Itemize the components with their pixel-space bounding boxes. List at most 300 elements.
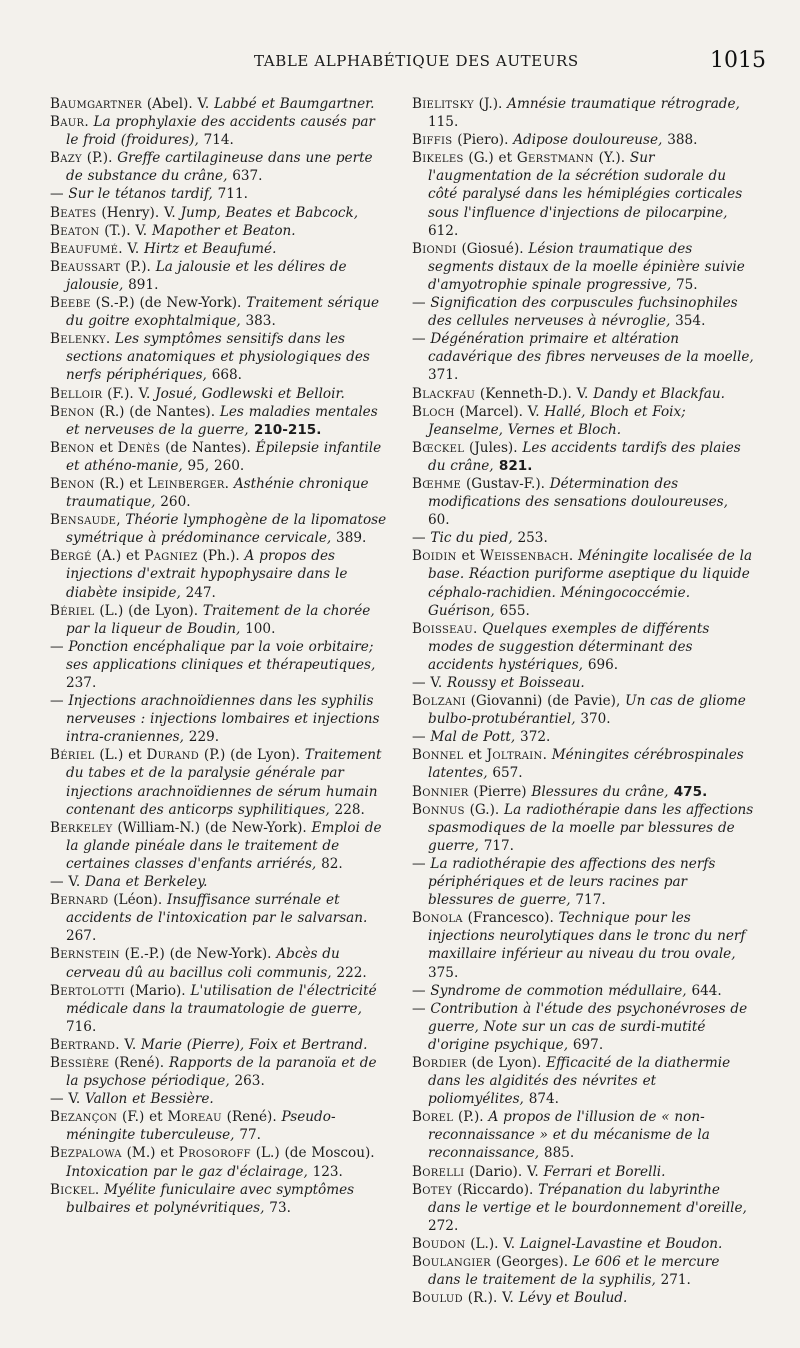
- entry-text: (S.-P.) (de New-York).: [90, 295, 247, 312]
- entry-text: (J.).: [473, 96, 508, 112]
- entry-text: . V.: [118, 240, 144, 257]
- work-title: Dana et Berkeley.: [85, 874, 208, 891]
- index-entry: [412, 909, 754, 981]
- entry-text: .: [568, 548, 579, 565]
- page-reference: 77.: [234, 1127, 261, 1144]
- author-name: Pagniez: [144, 548, 198, 565]
- work-title: Sur l'augmentation de la sécrétion sudorale du côté paralysé dans les hémiplégies corticales sous l'influence d'injections de pilocarpine,: [428, 150, 743, 221]
- page-reference: 637.: [227, 168, 263, 185]
- page-reference: 115.: [428, 114, 459, 131]
- work-title: Méningites cérébrospinales latentes,: [428, 747, 744, 782]
- index-entry: [412, 674, 754, 692]
- index-entry: [412, 149, 754, 239]
- author-name: Weissenbach: [479, 548, 569, 565]
- index-entry: [50, 511, 390, 547]
- work-title: Tic du pied,: [430, 530, 513, 547]
- author-name: Bonola: [412, 910, 463, 927]
- work-title: Dandy et Blackfau.: [593, 385, 725, 402]
- index-entry: [412, 801, 754, 855]
- work-title: Greffe cartilagineuse dans une perte de substance du crâne,: [66, 150, 373, 185]
- author-name: Bezançon: [50, 1109, 118, 1126]
- author-name: Durand: [146, 747, 200, 764]
- entry-text: (Giovanni) (de Pavie),: [465, 693, 626, 710]
- work-title: Blessures du crâne,: [531, 783, 669, 800]
- author-name: Bordier: [412, 1054, 467, 1071]
- entry-text: (Piero).: [452, 132, 514, 149]
- page-reference: 123.: [307, 1163, 343, 1180]
- page-reference: 371.: [428, 367, 459, 384]
- author-name: Gerstmann: [516, 150, 594, 167]
- page-reference: 389.: [331, 530, 367, 547]
- index-entry: [50, 1054, 390, 1090]
- index-entry: [50, 1036, 390, 1054]
- entry-text: (de Nantes).: [160, 439, 256, 456]
- work-title: Traitement du tabes et de la paralysie générale par injections arachnoïdiennes de sérum humain contenant des anticorps syphilitiques,: [66, 747, 382, 818]
- page-reference: 263.: [229, 1073, 265, 1090]
- index-entry: [50, 294, 390, 330]
- author-name: Benon: [50, 439, 95, 456]
- index-entry: [50, 1108, 390, 1144]
- entry-text: — V.: [412, 675, 447, 691]
- page-reference: 475.: [668, 783, 708, 800]
- author-name: Bickel: [50, 1181, 95, 1198]
- work-title: Ponction encéphalique par la voie orbitaire; ses applications cliniques et thérapeutiques,: [66, 638, 376, 673]
- author-name: Bessière: [50, 1054, 110, 1071]
- index-entry: [50, 746, 390, 818]
- page-reference: 697.: [568, 1036, 604, 1053]
- work-title: Dégénération primaire et altération cadavérique des fibres nerveuses de la moelle,: [428, 331, 754, 366]
- work-title: Traitement sérique du goitre exophtalmique,: [66, 295, 380, 330]
- author-name: Blackfau: [412, 385, 476, 402]
- entry-text: (Kenneth-D.). V.: [475, 385, 594, 402]
- index-entry: [50, 439, 390, 475]
- work-title: Les maladies mentales et nerveuses de la guerre,: [66, 403, 378, 438]
- entry-text: — V.: [50, 1091, 85, 1108]
- author-name: Bœhme: [412, 475, 462, 492]
- entry-text: (Mario).: [124, 982, 191, 999]
- work-title: Marie (Pierre), Foix et Bertrand.: [140, 1036, 368, 1053]
- index-entry: [412, 1235, 754, 1253]
- page-reference: 716.: [66, 1018, 97, 1035]
- page-reference: 228.: [329, 801, 365, 818]
- index-entry: [50, 475, 390, 511]
- author-name: Boulud: [412, 1290, 463, 1307]
- index-entry: [50, 385, 390, 403]
- work-title: Asthénie chronique traumatique,: [66, 475, 369, 511]
- entry-text: (F.). V.: [102, 385, 156, 402]
- work-title: Pseudo-méningite tuberculeuse,: [66, 1109, 336, 1144]
- work-title: Quelques exemples de différents modes de suggestion déterminant des accidents hystériques,: [428, 620, 710, 673]
- index-entry: [50, 982, 390, 1036]
- author-name: Prosoroff: [178, 1145, 251, 1162]
- index-entry: [412, 475, 754, 529]
- index-entry: [50, 1181, 390, 1217]
- entry-text: (P.).: [453, 1109, 489, 1126]
- index-entry: [412, 385, 754, 403]
- work-title: Le 606 et le mercure dans le traitement de la syphilis,: [428, 1254, 720, 1289]
- page-reference: 354.: [670, 313, 706, 330]
- index-entry: [412, 692, 754, 728]
- work-title: A propos des injections d'extrait hypophysaire dans le diabète insipide,: [66, 548, 348, 601]
- index-entry: [412, 529, 754, 547]
- index-entry: [50, 945, 390, 981]
- author-name: Bergé: [50, 548, 92, 565]
- index-entry: [50, 873, 390, 891]
- page-reference: 260.: [155, 494, 191, 511]
- entry-text: .: [224, 475, 234, 492]
- author-name: Beates: [50, 204, 97, 221]
- entry-text: (G.) et: [463, 150, 517, 167]
- index-entry: [412, 1253, 754, 1289]
- author-name: Botey: [412, 1181, 453, 1198]
- work-title: Lévy et Boulud.: [518, 1290, 628, 1307]
- page-reference: 644.: [686, 982, 722, 999]
- entry-text: (L.) (de Lyon).: [94, 602, 203, 619]
- author-name: Boisseau: [412, 620, 474, 637]
- author-name: Boidin: [412, 548, 457, 565]
- index-entry: [412, 1289, 754, 1307]
- work-title: Théorie lymphogène de la lipomatose symétrique à prédominance cervicale,: [66, 512, 387, 547]
- page-reference: 253.: [512, 530, 548, 547]
- page-number: 1015: [710, 48, 766, 73]
- page-reference: 272.: [428, 1217, 459, 1234]
- index-entry: [50, 403, 390, 439]
- index-entry: [412, 728, 754, 746]
- work-title: Sur le tétanos tardif,: [68, 186, 213, 203]
- entry-text: (William-N.) (de New-York).: [112, 819, 312, 836]
- work-title: La jalousie et les délires de jalousie,: [66, 258, 347, 293]
- author-name: Beaton: [50, 222, 100, 239]
- entry-text: (Y.).: [593, 150, 630, 167]
- entry-text: —: [50, 638, 69, 655]
- author-name: Denès: [117, 439, 161, 456]
- author-name: Benon: [50, 403, 95, 420]
- author-name: Berkeley: [50, 819, 113, 836]
- entry-text: —: [412, 1000, 431, 1017]
- index-entry: [412, 746, 754, 782]
- page-reference: 222.: [331, 964, 367, 981]
- author-name: Leinberger: [147, 475, 225, 492]
- work-title: Signification des corpuscules fuchsinophiles des cellules nerveuses à névroglie,: [428, 295, 738, 330]
- entry-text: (E.-P.) (de New-York).: [119, 946, 277, 963]
- work-title: Les accidents tardifs des plaies du crâne,: [428, 439, 741, 474]
- work-title: Insuffisance surrénale et accidents de l'intoxication par le salvarsan.: [66, 892, 368, 927]
- page-reference: 271.: [655, 1272, 691, 1289]
- page-reference: 383.: [240, 313, 276, 330]
- index-entry: [412, 783, 754, 801]
- work-title: Les symptômes sensitifs dans les sections anatomiques et physiologiques des nerfs périphériques,: [66, 331, 370, 384]
- page-reference: 229.: [183, 729, 220, 746]
- entry-text: .: [473, 620, 483, 637]
- entry-text: (Jules).: [464, 439, 523, 456]
- entry-text: —: [412, 729, 431, 746]
- entry-text: —: [412, 295, 431, 312]
- entry-text: et: [463, 747, 487, 764]
- work-title: Roussy et Boisseau.: [447, 675, 585, 691]
- work-title: Hirtz et Beaufumé.: [143, 240, 277, 257]
- entry-text: et: [94, 439, 118, 456]
- author-name: Bielitsky: [412, 96, 474, 112]
- work-title: Épilepsie infantile et athéno-manie,: [66, 439, 382, 474]
- page-reference: 891.: [123, 276, 159, 293]
- entry-text: (Henry). V.: [96, 204, 181, 221]
- work-title: Syndrome de commotion médullaire,: [430, 982, 687, 999]
- index-entry: [50, 819, 390, 873]
- page-reference: 75.: [671, 276, 698, 293]
- left-column: [50, 95, 390, 1217]
- work-title: Amnésie traumatique rétrograde,: [507, 96, 740, 112]
- index-entry: [412, 95, 754, 131]
- work-title: Emploi de la glande pinéale dans le traitement de certaines classes d'enfants arriérés,: [66, 819, 382, 872]
- author-name: Bonnus: [412, 801, 465, 818]
- entry-text: —: [50, 693, 69, 710]
- page-reference: 657.: [487, 765, 523, 782]
- index-entry: [412, 1163, 754, 1181]
- author-name: Biondi: [412, 240, 457, 257]
- entry-text: (R.). V.: [462, 1290, 519, 1307]
- entry-text: .: [84, 114, 94, 131]
- author-name: Beebe: [50, 295, 91, 312]
- page-reference: 388.: [662, 132, 698, 149]
- index-entry: [412, 1000, 754, 1054]
- work-title: A propos de l'illusion de « non-reconnaissance » et du mécanisme de la reconnaissance,: [428, 1109, 710, 1162]
- index-entry: [412, 1054, 754, 1108]
- entry-text: (T.). V.: [99, 222, 152, 239]
- index-entry: [412, 131, 754, 149]
- work-title: Mapother et Beaton.: [151, 222, 296, 239]
- entry-text: (G.).: [464, 801, 505, 818]
- author-name: Bensaude: [50, 512, 117, 529]
- index-entry: [50, 1144, 390, 1180]
- entry-text: (Pierre): [468, 783, 532, 800]
- work-title: Labbé et Baumgartner.: [214, 96, 375, 112]
- entry-text: —: [412, 855, 431, 872]
- work-title: Intoxication par le gaz d'éclairage,: [66, 1163, 308, 1180]
- author-name: Moreau: [167, 1109, 222, 1126]
- work-title: Myélite funiculaire avec symptômes bulbaires et polynévritiques,: [66, 1181, 355, 1216]
- page-reference: 612.: [428, 222, 459, 239]
- work-title: L'utilisation de l'électricité médicale dans la traumatologie de guerre,: [66, 982, 377, 1017]
- entry-text: (R.) (de Nantes).: [94, 403, 220, 420]
- author-name: Bonnel: [412, 747, 464, 764]
- author-name: Bernard: [50, 892, 109, 909]
- author-name: Belenky: [50, 331, 106, 348]
- author-name: Bloch: [412, 403, 455, 420]
- page-reference: 714.: [198, 132, 234, 149]
- index-entry: [412, 547, 754, 619]
- work-title: Efficacité de la diathermie dans les algidités des névrites et poliomyélites,: [428, 1054, 731, 1108]
- page-reference: 60.: [428, 512, 450, 529]
- page-reference: 821.: [493, 457, 533, 474]
- entry-text: (R.) et: [94, 475, 148, 492]
- index-entry: [412, 855, 754, 909]
- author-name: Benon: [50, 475, 95, 492]
- index-entry: [412, 240, 754, 294]
- page-reference: 717.: [478, 837, 514, 854]
- index-entry: [50, 547, 390, 601]
- work-title: Trépanation du labyrinthe dans le vertige et le bourdonnement d'oreille,: [428, 1181, 747, 1216]
- author-name: Bertolotti: [50, 982, 125, 999]
- author-name: Borelli: [412, 1163, 465, 1180]
- entry-text: (P.).: [120, 258, 156, 275]
- entry-text: (Léon).: [108, 892, 168, 909]
- index-entry: [412, 294, 754, 330]
- page-reference: 696.: [583, 656, 619, 673]
- entry-text: (Francesco).: [462, 910, 559, 927]
- work-title: Méningite localisée de la base. Réaction puriforme aseptique du liquide céphalo-rachidien. Méningococcémie. Guérison,: [428, 548, 753, 619]
- entry-text: —: [412, 331, 431, 348]
- author-name: Bernstein: [50, 946, 120, 963]
- index-entry: [412, 403, 754, 439]
- work-title: Injections arachnoïdiennes dans les syphilis nerveuses : injections lombaires et injections intra-craniennes,: [66, 693, 380, 746]
- author-name: Belloir: [50, 385, 103, 402]
- author-name: Baumgartner: [50, 96, 142, 112]
- entry-text: (L.) (de Moscou).: [250, 1145, 375, 1162]
- work-title: Ferrari et Borelli.: [543, 1163, 666, 1180]
- work-title: La prophylaxie des accidents causés par le froid (froidures),: [66, 114, 375, 149]
- index-entry: [50, 204, 390, 222]
- page-reference: 668.: [206, 367, 242, 384]
- page-reference: 375.: [428, 964, 459, 981]
- entry-text: —: [50, 186, 69, 203]
- index-entry: [50, 95, 390, 113]
- entry-text: (P.) (de Lyon).: [199, 747, 305, 764]
- index-entry: [50, 240, 390, 258]
- work-title: Adipose douloureuse,: [513, 132, 663, 149]
- page-reference: 73.: [264, 1199, 291, 1216]
- entry-text: (Riccardo).: [452, 1181, 539, 1198]
- author-name: Beaufumé: [50, 240, 119, 257]
- work-title: Rapports de la paranoïa et de la psychose périodique,: [66, 1054, 377, 1090]
- entry-text: (Abel). V.: [142, 96, 215, 112]
- author-name: Bazy: [50, 150, 82, 167]
- index-entry: [50, 222, 390, 240]
- entry-text: et: [456, 548, 480, 565]
- work-title: Technique pour les injections neurolytiques dans le tronc du nerf maxillaire inférieur au niveau du trou ovale,: [428, 910, 746, 963]
- index-entry: [50, 891, 390, 945]
- page-reference: 885.: [539, 1145, 575, 1162]
- work-title: Détermination des modifications des sensations douloureuses,: [428, 475, 728, 511]
- index-entry: [50, 258, 390, 294]
- index-entry: [50, 602, 390, 638]
- page-title: TABLE ALPHABÉTIQUE DES AUTEURS: [254, 52, 579, 70]
- index-entry: [50, 185, 390, 203]
- entry-text: — V.: [50, 874, 85, 891]
- work-title: Josué, Godlewski et Belloir.: [155, 385, 345, 402]
- entry-text: (F.) et: [117, 1109, 168, 1126]
- author-name: Baur: [50, 114, 85, 131]
- index-entry: [412, 439, 754, 475]
- author-name: Bériel: [50, 747, 95, 764]
- entry-text: ,: [116, 512, 126, 529]
- author-name: Borel: [412, 1109, 454, 1126]
- index-entry: [50, 638, 390, 692]
- author-name: Boulangier: [412, 1254, 491, 1270]
- right-column: [412, 95, 754, 1307]
- page-reference: 95, 260.: [182, 457, 245, 474]
- index-entry: [412, 982, 754, 1000]
- entry-text: (Georges).: [491, 1254, 573, 1270]
- work-title: Hallé, Bloch et Foix; Jeanselme, Vernes et Bloch.: [428, 403, 686, 438]
- page-reference: 372.: [515, 729, 551, 746]
- entry-text: (Gustav-F.).: [461, 475, 550, 492]
- author-name: Bezpalowa: [50, 1145, 122, 1162]
- work-title: La radiothérapie dans les affections spasmodiques de la moelle par blessures de guerre,: [428, 801, 754, 854]
- work-title: Lésion traumatique des segments distaux de la moelle épinière suivie d'amyotrophie spinale progressive,: [428, 240, 745, 293]
- author-name: Biffis: [412, 132, 453, 149]
- entry-text: (L.) et: [94, 747, 147, 764]
- entry-text: (L.). V.: [465, 1235, 520, 1252]
- work-title: Traitement de la chorée par la liqueur de Boudin,: [66, 602, 371, 637]
- index-entry: [50, 113, 390, 149]
- index-entry: [50, 330, 390, 384]
- entry-text: . V.: [115, 1036, 141, 1053]
- page-reference: 267.: [66, 928, 97, 945]
- work-title: Un cas de gliome bulbo-protubérantiel,: [428, 693, 746, 728]
- work-title: Jump, Beates et Babcock,: [180, 204, 359, 221]
- running-header: [40, 46, 770, 76]
- work-title: La radiothérapie des affections des nerfs périphériques et de leurs racines par blessures de guerre,: [428, 855, 716, 909]
- page-reference: 717.: [570, 892, 606, 909]
- author-name: Bonnier: [412, 783, 469, 800]
- page-reference: 210-215.: [248, 421, 322, 438]
- author-name: Bœckel: [412, 439, 465, 456]
- entry-text: (de Lyon).: [466, 1054, 547, 1071]
- entry-text: —: [412, 982, 431, 999]
- index-entry: [412, 1181, 754, 1235]
- page-reference: 874.: [523, 1091, 559, 1108]
- work-title: Laignel-Lavastine et Boudon.: [519, 1235, 723, 1252]
- index-entry: [50, 1090, 390, 1108]
- entry-text: .: [542, 747, 552, 764]
- entry-text: (Ph.).: [197, 548, 245, 565]
- entry-text: —: [412, 530, 431, 547]
- entry-text: (P.).: [81, 150, 118, 167]
- author-name: Bolzani: [412, 693, 466, 710]
- entry-text: .: [94, 1181, 104, 1198]
- work-title: Vallon et Bessière.: [85, 1091, 214, 1108]
- page-reference: 370.: [575, 711, 611, 728]
- entry-text: .: [105, 331, 116, 348]
- entry-text: (Giosué).: [456, 240, 529, 257]
- index-entry: [50, 692, 390, 746]
- page-reference: 247.: [180, 584, 216, 601]
- page-reference: 82.: [316, 855, 343, 872]
- work-title: Abcès du cerveau dû au bacillus coli communis,: [66, 946, 340, 981]
- page-reference: 655.: [494, 602, 530, 619]
- author-name: Boudon: [412, 1235, 466, 1252]
- page-reference: 711.: [212, 186, 248, 203]
- author-name: Joltrain: [486, 747, 543, 764]
- page-reference: 100.: [240, 620, 276, 637]
- entry-text: (A.) et: [91, 548, 145, 565]
- author-name: Bériel: [50, 602, 95, 619]
- entry-text: (Dario). V.: [464, 1163, 544, 1180]
- author-name: Beaussart: [50, 258, 121, 275]
- entry-text: (René).: [221, 1109, 282, 1126]
- work-title: Contribution à l'étude des psychonévroses de guerre, Note sur un cas de surdi-mutité d'origine psychique,: [428, 1000, 748, 1053]
- work-title: Mal de Pott,: [430, 729, 516, 746]
- author-name: Bikeles: [412, 150, 464, 167]
- author-name: Bertrand: [50, 1036, 116, 1053]
- index-entry: [412, 330, 754, 384]
- entry-text: (M.) et: [121, 1145, 179, 1162]
- index-entry: [412, 620, 754, 674]
- index-entry: [412, 1108, 754, 1162]
- entry-text: (Marcel). V.: [454, 403, 545, 420]
- entry-text: (René).: [109, 1054, 169, 1071]
- index-entry: [50, 149, 390, 185]
